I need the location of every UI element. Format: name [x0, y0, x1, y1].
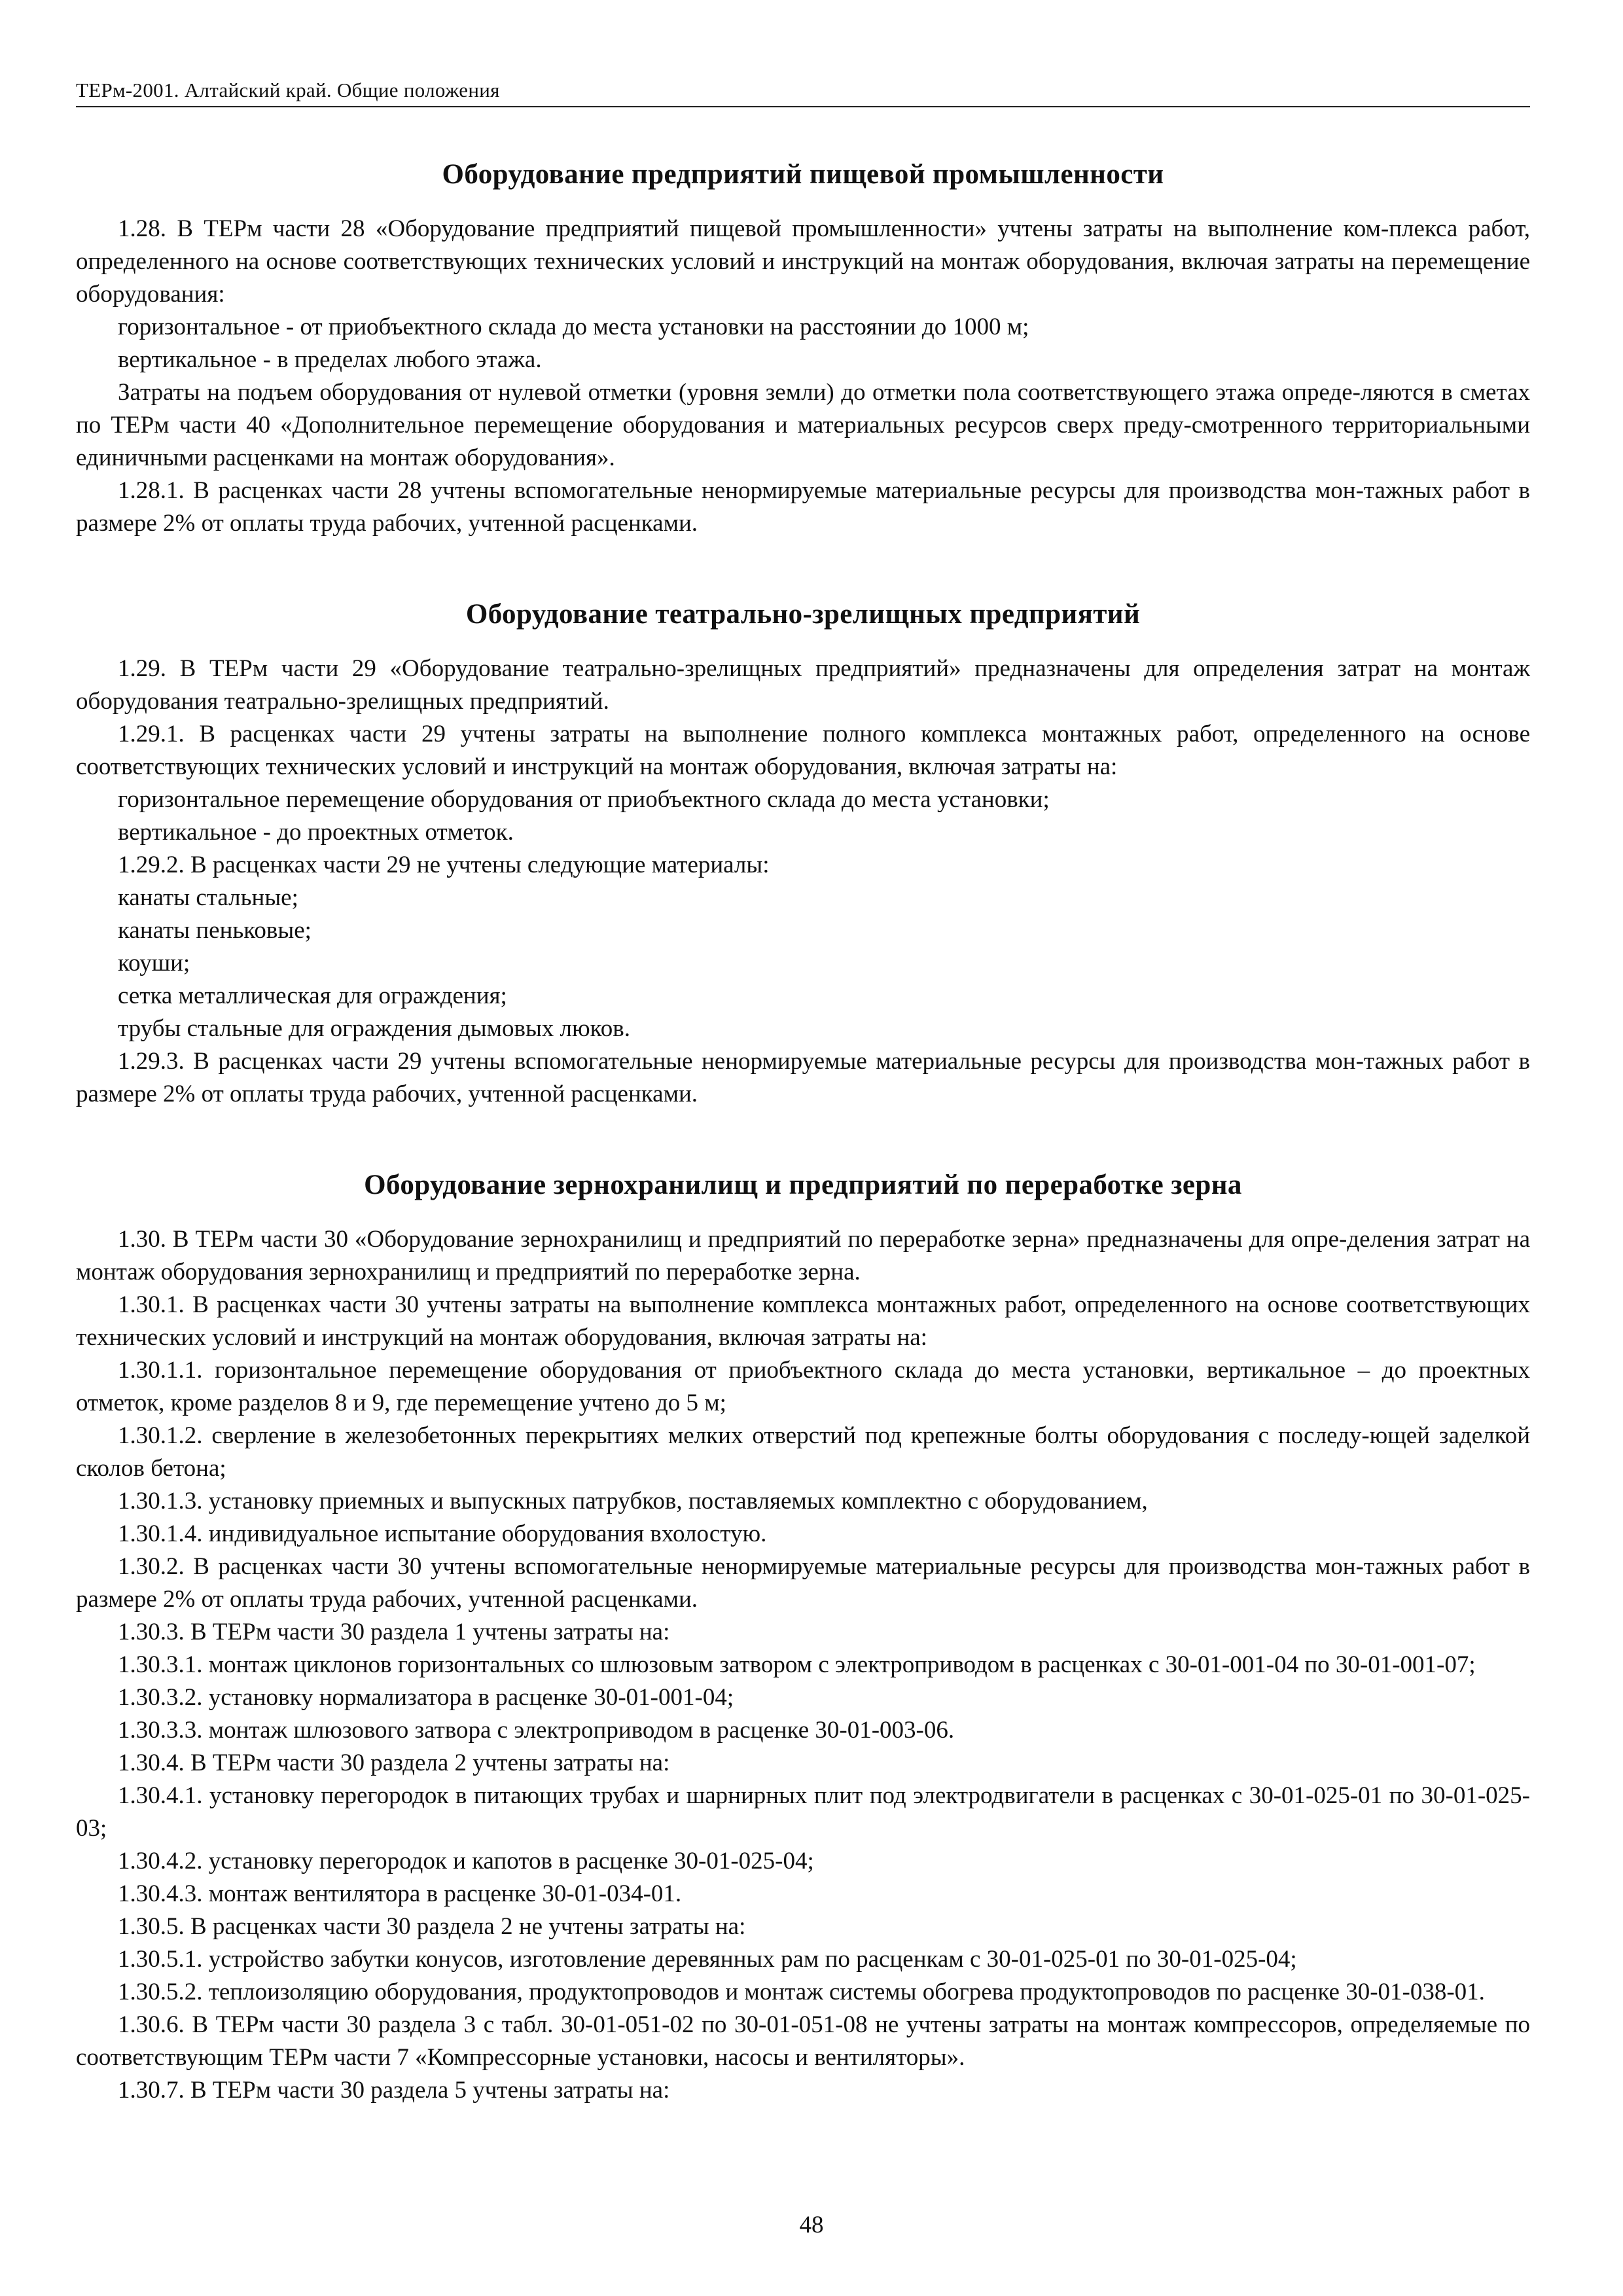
paragraph: 1.30.4. В ТЕРм части 30 раздела 2 учтены затраты на: [118, 1749, 670, 1776]
paragraph: 1.29.3. В расценках части 29 учтены вспомогательные ненормируемые материальные ресурсы для производства мон-тажных работ в размере 2% от оплаты труда рабочих, учтенной расценками. [76, 1048, 1530, 1107]
section-gap [76, 540, 1530, 578]
paragraph: вертикальное - до проектных отметок. [118, 819, 514, 846]
paragraph: 1.30.7. В ТЕРм части 30 раздела 5 учтены затраты на: [118, 2077, 670, 2104]
paragraph: 1.30.1. В расценках части 30 учтены затраты на выполнение комплекса монтажных работ, определенного на основе соответствующих технических условий и инструкций на монтаж оборудования, включая затраты на: [76, 1291, 1530, 1351]
page-number: 48 [799, 2212, 824, 2238]
paragraph: 1.30.1.2. сверление в железобетонных перекрытиях мелких отверстий под крепежные болты оборудования с последу-ющей заделкой сколов бетона; [76, 1422, 1530, 1482]
paragraph: 1.30.1.4. индивидуальное испытание оборудования вхолостую. [118, 1520, 767, 1547]
section-title: Оборудование зернохранилищ и предприятий по переработке зерна [364, 1170, 1242, 1200]
paragraph: 1.30.5.2. теплоизоляцию оборудования, продуктопроводов и монтаж системы обогрева продуктопроводов по расценке 30-01-038-01. [118, 1979, 1485, 2005]
paragraph: 1.30.3.1. монтаж циклонов горизонтальных со шлюзовым затвором с электроприводом в расценках с 30-01-001-04 по 30-01-001-07; [118, 1651, 1476, 1678]
paragraph: 1.30.2. В расценках части 30 учтены вспомогательные ненормируемые материальные ресурсы для производства мон-тажных работ в размере 2% от оплаты труда рабочих, учтенной расценками. [76, 1553, 1530, 1613]
paragraph: трубы стальные для ограждения дымовых люков. [118, 1015, 630, 1042]
paragraph: 1.30.6. В ТЕРм части 30 раздела 3 с табл. 30-01-051-02 по 30-01-051-08 не учтены затраты на монтаж компрессоров, определяемые по соответствующим ТЕРм части 7 «Компрессорные установки, насосы и вентиляторы». [76, 2011, 1530, 2071]
paragraph: 1.30. В ТЕРм части 30 «Оборудование зернохранилищ и предприятий по переработке зерна» предназначены для опре-деления затрат на монтаж оборудования зернохранилищ и предприятий по переработке зерна. [76, 1226, 1530, 1285]
paragraph: канаты пеньковые; [118, 917, 312, 944]
paragraph: горизонтальное перемещение оборудования от приобъектного склада до места установки; [118, 786, 1050, 813]
paragraph: 1.28. В ТЕРм части 28 «Оборудование предприятий пищевой промышленности» учтены затраты на выполнение ком-плекса работ, определенного на основе соответствующих технических условий и инструкций на монтаж оборудования, включая затраты на перемещение оборудования: [76, 215, 1530, 308]
paragraph: 1.29.1. В расценках части 29 учтены затраты на выполнение полного комплекса монтажных работ, определенного на основе соответствующих технических условий и инструкций на монтаж оборудования, включая затраты на: [76, 721, 1530, 780]
paragraph: 1.30.4.1. установку перегородок в питающих трубах и шарнирных плит под электродвигатели в расценках с 30-01-025-01 по 30-01-025-03; [76, 1782, 1530, 1842]
paragraph: 1.30.3. В ТЕРм части 30 раздела 1 учтены затраты на: [118, 1619, 670, 1645]
paragraph: 1.28.1. В расценках части 28 учтены вспомогательные ненормируемые материальные ресурсы для производства мон-тажных работ в размере 2% от оплаты труда рабочих, учтенной расценками. [76, 477, 1530, 537]
paragraph: канаты стальные; [118, 884, 298, 911]
running-header: ТЕРм-2001. Алтайский край. Общие положения [76, 79, 500, 101]
paragraph: 1.29.2. В расценках части 29 не учтены следующие материалы: [118, 852, 770, 878]
section-grain-storage [76, 1168, 1530, 2107]
section-theatre-equipment [76, 598, 1530, 1111]
document-body [76, 134, 1530, 2107]
paragraph: Затраты на подъем оборудования от нулевой отметки (уровня земли) до отметки пола соответствующего этажа опреде-ляются в сметах по ТЕРм части 40 «Дополнительное перемещение оборудования и материальных ресурсов сверх преду-смотренного территориальными единичными расценками на монтаж оборудования». [76, 379, 1530, 471]
paragraph: 1.30.3.3. монтаж шлюзового затвора с электроприводом в расценке 30-01-003-06. [118, 1717, 955, 1744]
paragraph: горизонтальное - от приобъектного склада до места установки на расстоянии до 1000 м; [118, 314, 1029, 340]
paragraph: 1.30.4.2. установку перегородок и капотов в расценке 30-01-025-04; [118, 1848, 814, 1874]
paragraph: коуши; [118, 950, 190, 977]
paragraph: 1.30.1.1. горизонтальное перемещение оборудования от приобъектного склада до места установки, вертикальное – до проектных отметок, кроме разделов 8 и 9, где перемещение учтено до 5 м; [76, 1357, 1530, 1416]
paragraph: 1.30.5.1. устройство забутки конусов, изготовление деревянных рам по расценкам с 30-01-025-01 по 30-01-025-04; [118, 1946, 1297, 1973]
section-title: Оборудование театрально-зрелищных предприятий [465, 599, 1141, 630]
section-title: Оборудование предприятий пищевой промышленности [442, 159, 1164, 190]
paragraph: 1.29. В ТЕРм части 29 «Оборудование театрально-зрелищных предприятий» предназначены для определения затрат на монтаж оборудования театрально-зрелищных предприятий. [76, 655, 1530, 715]
paragraph: сетка металлическая для ограждения; [118, 982, 507, 1009]
paragraph: 1.30.5. В расценках части 30 раздела 2 не учтены затраты на: [118, 1913, 746, 1940]
paragraph: вертикальное - в пределах любого этажа. [118, 346, 542, 373]
paragraph: 1.30.4.3. монтаж вентилятора в расценке 30-01-034-01. [118, 1880, 682, 1907]
section-food-industry [76, 158, 1530, 540]
header-rule [76, 106, 1530, 107]
paragraph: 1.30.3.2. установку нормализатора в расценке 30-01-001-04; [118, 1684, 734, 1711]
paragraph: 1.30.1.3. установку приемных и выпускных патрубков, поставляемых комплектно с оборудованием, [118, 1488, 1148, 1515]
section-gap [76, 1111, 1530, 1149]
